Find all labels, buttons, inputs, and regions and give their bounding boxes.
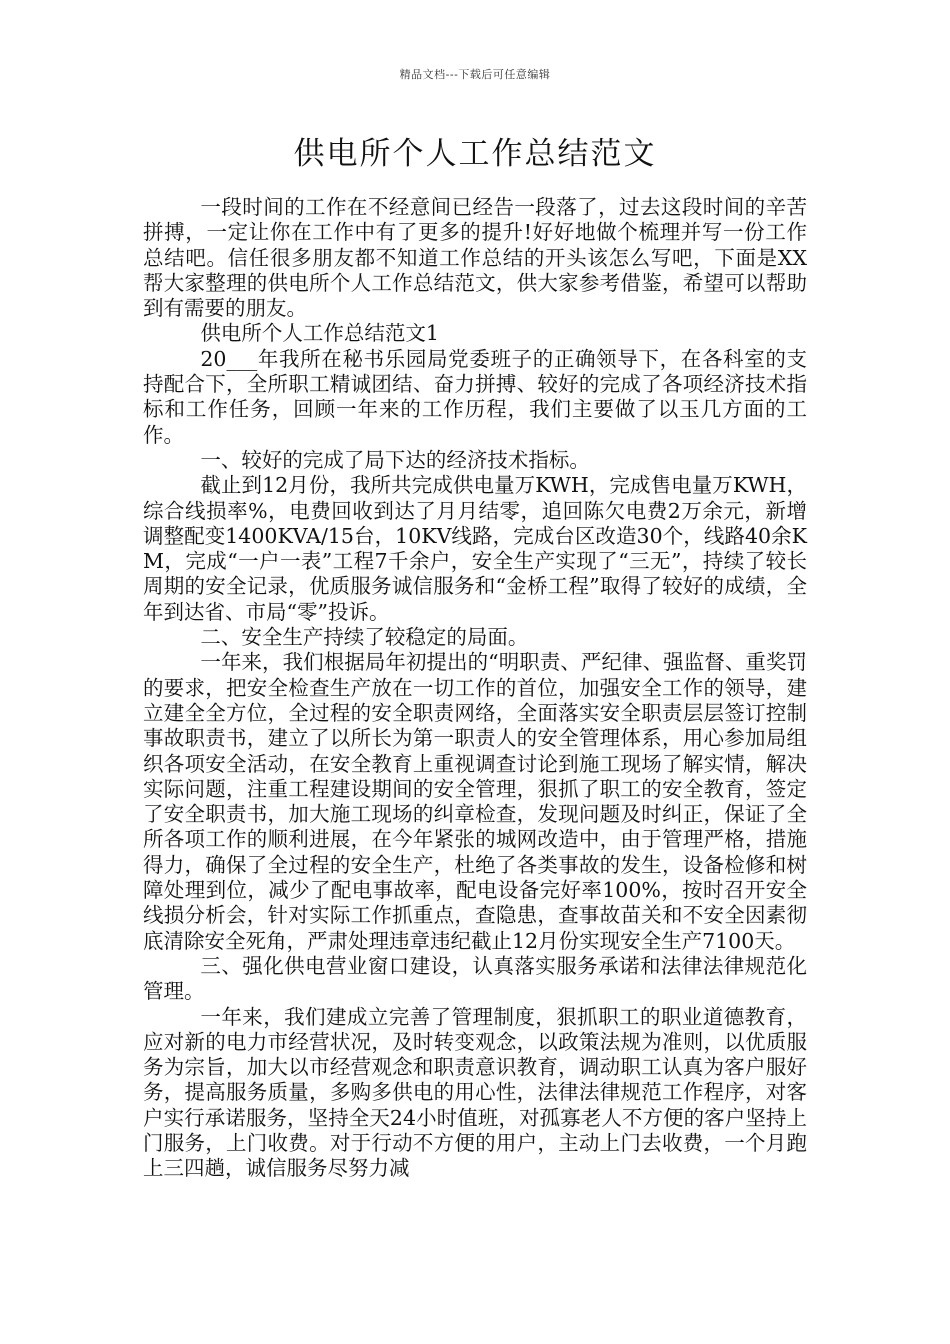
paragraph-overview: 20___年我所在秘书乐园局党委班子的正确领导下，在各科室的支持配合下，全所职工精诚团结、奋力拼搏、较好的完成了各项经济技术指标和工作任务，回顾一年来的工作历程，我们主要做了以玉几方面的工作。 bbox=[143, 346, 807, 447]
document-title: 供电所个人工作总结范文 bbox=[293, 136, 657, 172]
paragraph-section-1-body: 截止到12月份，我所共完成供电量万KWH，完成售电量万KWH，综合线损率%，电费回收到达了月月结零，追回陈欠电费2万余元，新增调整配变1400KVA/15台，10KV线路，完成台区改造30个，线路40余KM，完成“一户一表”工程7千余户，安全生产实现了“三无”，持续了较长周期的安全记录，优质服务诚信服务和“金桥工程”取得了较好的成绩，全年到达省、市局“零”投诉。 bbox=[143, 473, 807, 624]
paragraph-section-2-body: 一年来，我们根据局年初提出的“明职责、严纪律、强监督、重奖罚的要求，把安全检查生产放在一切工作的首位，加强安全工作的领导，建立建全全方位，全过程的安全职责网络，全面落实安全职责层层签订控制事故职责书，建立了以所长为第一职责人的安全管理体系，用心参加局组织各项安全活动，在安全教育上重视调查讨论到施工现场了解实情，解决实际问题，注重工程建设期间的安全管理，狠抓了职工的安全教育，签定了安全职责书，加大施工现场的纠章检查，发现问题及时纠正，保证了全所各项工作的顺利进展，在今年紧张的城网改造中，由于管理严格，措施得力，确保了全过程的安全生产，杜绝了各类事故的发生，设备检修和树障处理到位，减少了配电事故率，配电设备完好率100%，按时召开安全线损分析会，针对实际工作抓重点，查隐患，查事故苗关和不安全因素彻底清除安全死角，严肃处理违章违纪截止12月份实现安全生产7100天。 bbox=[143, 650, 807, 953]
paragraph-section-2-heading: 二、安全生产持续了较稳定的局面。 bbox=[200, 625, 529, 650]
document-body bbox=[143, 195, 807, 1182]
header-note: 精品文档---下载后可任意编辑 bbox=[399, 68, 551, 81]
paragraph-section-1-heading: 一、较好的完成了局下达的经济技术指标。 bbox=[200, 447, 590, 472]
paragraph-section-3-body: 一年来，我们建成立完善了管理制度，狠抓职工的职业道德教育，应对新的电力市经营状况，及时转变观念，以政策法规为准则，以优质服务为宗旨，加大以市经营观念和职责意识教育，调动职工认真为客户服好务，提高服务质量，多购多供电的用心性，法律法律规范工作程序，对客户实行承诺服务，坚持全天24小时值班，对孤寡老人不方便的客户坚持上门服务，上门收费。对于行动不方便的用户，主动上门去收费，一个月跑上三四趟，诚信服务尽努力减 bbox=[143, 1004, 807, 1181]
paragraph-intro: 一段时间的工作在不经意间已经告一段落了，过去这段时间的辛苦拼搏，一定让你在工作中有了更多的提升!好好地做个梳理并写一份工作总结吧。信任很多朋友都不知道工作总结的开头该怎么写吧，下面是XX帮大家整理的供电所个人工作总结范文，供大家参考借鉴，希望可以帮助到有需要的朋友。 bbox=[143, 195, 807, 321]
paragraph-subtitle: 供电所个人工作总结范文1 bbox=[200, 321, 439, 346]
paragraph-section-3-heading: 三、强化供电营业窗口建设，认真落实服务承诺和法律法律规范化管理。 bbox=[143, 953, 807, 1004]
